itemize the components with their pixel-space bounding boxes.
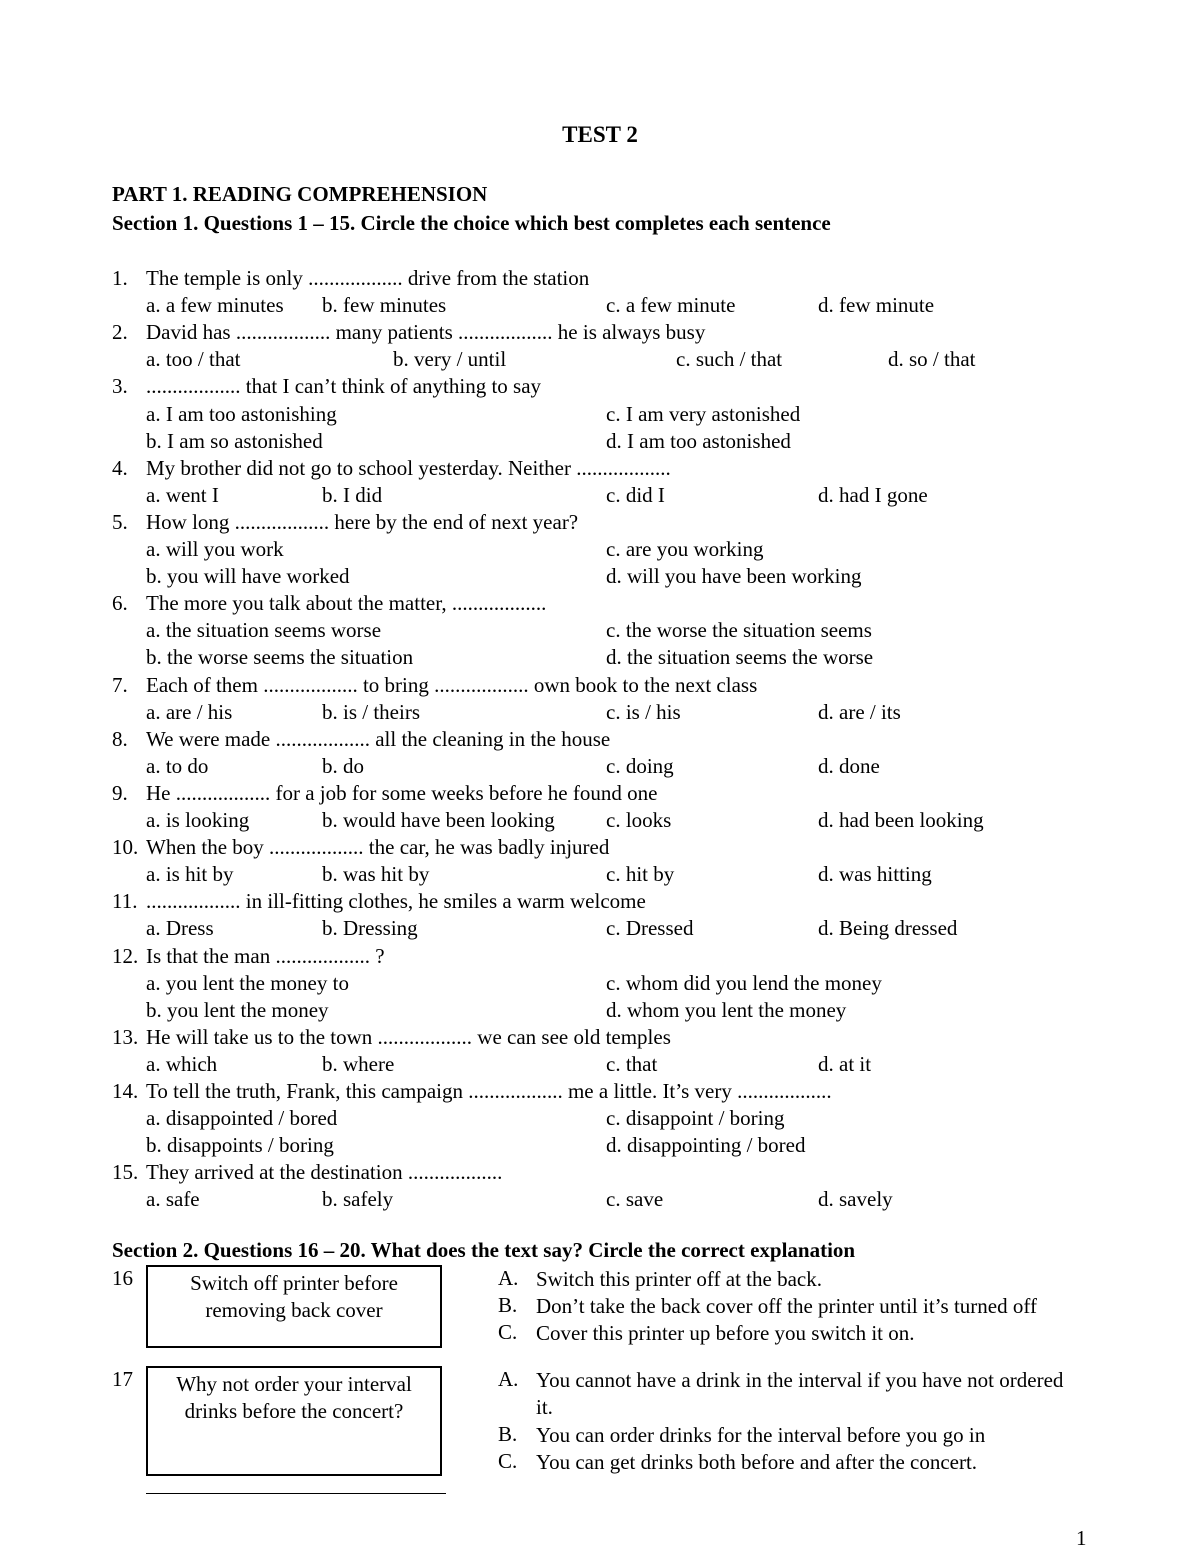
answer-option[interactable]: d. Being dressed (818, 916, 958, 941)
answer-option[interactable]: a. Dress (146, 916, 214, 941)
answer-option[interactable]: b. disappoints / boring (146, 1133, 334, 1158)
question-stem: When the boy .................. the car, he was badly injured (146, 835, 610, 860)
answer-option[interactable]: c. looks (606, 808, 672, 832)
answer-option[interactable]: d. few minute (818, 293, 935, 318)
item-number: 16 (112, 1266, 133, 1290)
answer-option[interactable]: b. is / theirs (322, 699, 420, 724)
choice-text: You can order drinks for the interval before you go in (536, 1423, 986, 1447)
answer-option[interactable]: b. the worse seems the situation (146, 645, 414, 670)
answer-option[interactable]: b. where (322, 1051, 395, 1076)
answer-option[interactable]: a. is looking (146, 808, 250, 832)
sign-text-line: removing back cover (205, 1298, 383, 1322)
answer-option[interactable]: c. did I (606, 482, 665, 507)
choice-letter[interactable]: C. (498, 1449, 518, 1473)
answer-option[interactable]: c. disappoint / boring (606, 1106, 785, 1131)
answer-option[interactable]: a. a few minutes (146, 293, 284, 318)
answer-option[interactable]: d. done (818, 753, 880, 778)
answer-option[interactable]: d. disappointing / bored (606, 1133, 806, 1158)
answer-option[interactable]: c. Dressed (606, 916, 694, 941)
question-number: 3. (112, 374, 128, 399)
choice-text: Cover this printer up before you switch it on. (536, 1321, 915, 1345)
section2-heading: Section 2. Questions 16 – 20. What does the text say? Circle the correct explanation (112, 1238, 856, 1262)
item-number: 17 (112, 1367, 133, 1391)
choice-text: You can get drinks both before and after the concert. (536, 1450, 978, 1474)
answer-option[interactable]: c. the worse the situation seems (606, 618, 872, 643)
answer-option[interactable]: d. will you have been working (606, 564, 862, 589)
answer-option[interactable]: d. savely (818, 1187, 893, 1212)
question-stem: The more you talk about the matter, .................. (146, 591, 547, 616)
answer-option[interactable]: c. I am very astonished (606, 401, 801, 426)
question-stem: .................. in ill-fitting clothes, he smiles a warm welcome (146, 889, 646, 914)
question-number: 14. (112, 1079, 139, 1103)
answer-option[interactable]: a. I am too astonishing (146, 401, 337, 426)
answer-option[interactable]: b. you will have worked (146, 564, 350, 589)
answer-option[interactable]: a. to do (146, 753, 209, 778)
question-stem: David has .................. many patients .................. he is always busy (146, 320, 706, 345)
answer-option[interactable]: c. are you working (606, 537, 764, 561)
answer-option[interactable]: a. too / that (146, 347, 241, 372)
answer-option[interactable]: d. so / that (888, 347, 976, 372)
question-number: 5. (112, 509, 128, 534)
question-stem: To tell the truth, Frank, this campaign .................. me a little. It’s very .................. (146, 1079, 832, 1103)
page-number: 1 (1076, 1526, 1087, 1550)
answer-option[interactable]: d. are / its (818, 699, 901, 724)
answer-option[interactable]: b. few minutes (322, 293, 447, 318)
answer-option[interactable]: b. would have been looking (322, 808, 555, 832)
answer-option[interactable]: d. I am too astonished (606, 428, 791, 453)
question-stem: Each of them .................. to bring .................. own book to the next class (146, 672, 758, 697)
answer-option[interactable]: d. whom you lent the money (606, 997, 847, 1022)
answer-option[interactable]: c. hit by (606, 862, 675, 887)
answer-option[interactable]: d. at it (818, 1051, 872, 1076)
choice-letter[interactable]: B. (498, 1422, 518, 1446)
answer-option[interactable]: b. do (322, 753, 364, 778)
answer-option[interactable]: b. safely (322, 1187, 394, 1212)
choice-letter[interactable]: A. (498, 1367, 519, 1391)
sign-box (146, 1366, 442, 1476)
section1-heading: Section 1. Questions 1 – 15. Circle the choice which best completes each sentence (112, 211, 831, 235)
choice-text: You cannot have a drink in the interval if you have not ordered it. (536, 1368, 1064, 1419)
answer-option[interactable]: b. you lent the money (146, 997, 329, 1022)
answer-option[interactable]: c. doing (606, 753, 674, 778)
question-number: 9. (112, 780, 128, 805)
answer-option[interactable]: c. a few minute (606, 293, 736, 318)
answer-option[interactable]: b. very / until (393, 347, 507, 372)
question-stem: The temple is only .................. drive from the station (146, 266, 590, 290)
question-number: 12. (112, 943, 139, 968)
answer-option[interactable]: a. will you work (146, 537, 284, 561)
question-number: 8. (112, 726, 128, 751)
question-number: 2. (112, 320, 128, 345)
answer-option[interactable]: a. safe (146, 1187, 200, 1212)
answer-option[interactable]: d. had been looking (818, 808, 984, 832)
question-stem: .................. that I can’t think of anything to say (146, 374, 542, 399)
choice-text: Switch this printer off at the back. (536, 1267, 822, 1291)
answer-option[interactable]: c. save (606, 1187, 664, 1212)
question-stem: He .................. for a job for some weeks before he found one (146, 780, 658, 805)
answer-option[interactable]: b. I did (322, 482, 383, 507)
sign-text-line: Switch off printer before (190, 1271, 398, 1295)
answer-option[interactable]: a. went I (146, 482, 219, 507)
answer-option[interactable]: c. such / that (676, 347, 783, 372)
question-number: 7. (112, 672, 128, 697)
choice-letter[interactable]: C. (498, 1320, 518, 1344)
answer-option[interactable]: c. whom did you lend the money (606, 970, 882, 995)
answer-option[interactable]: a. the situation seems worse (146, 618, 382, 643)
part-heading: PART 1. READING COMPREHENSION (112, 182, 488, 206)
question-number: 11. (112, 889, 138, 914)
answer-option[interactable]: a. disappointed / bored (146, 1106, 338, 1131)
question-stem: He will take us to the town .................. we can see old temples (146, 1024, 671, 1049)
answer-option[interactable]: a. is hit by (146, 862, 234, 887)
question-number: 10. (112, 835, 139, 860)
answer-option[interactable]: d. the situation seems the worse (606, 645, 874, 670)
answer-option[interactable]: a. you lent the money to (146, 970, 349, 995)
answer-option[interactable]: a. which (146, 1051, 218, 1076)
choice-text: Don’t take the back cover off the printer until it’s turned off (536, 1294, 1037, 1318)
sign-text-line: drinks before the concert? (184, 1399, 404, 1423)
question-stem: My brother did not go to school yesterday. Neither .................. (146, 455, 671, 480)
answer-option[interactable]: a. are / his (146, 699, 233, 724)
test-title: TEST 2 (562, 122, 638, 147)
question-number: 13. (112, 1024, 139, 1049)
answer-option[interactable]: c. that (606, 1051, 658, 1076)
question-stem: We were made .................. all the cleaning in the house (146, 726, 611, 751)
answer-option[interactable]: b. Dressing (322, 916, 418, 941)
sign-box (146, 1265, 442, 1348)
answer-option[interactable]: d. was hitting (818, 862, 932, 887)
answer-option[interactable]: d. had I gone (818, 482, 928, 507)
question-stem: Is that the man .................. ? (146, 943, 385, 968)
choice-letter[interactable]: A. (498, 1266, 519, 1290)
choice-letter[interactable]: B. (498, 1293, 518, 1317)
question-number: 1. (112, 266, 128, 290)
answer-option[interactable]: c. is / his (606, 699, 681, 724)
question-stem: How long .................. here by the end of next year? (146, 509, 579, 534)
sign-text-line: Why not order your interval (176, 1372, 412, 1396)
footnote-divider (146, 1493, 446, 1494)
question-stem: They arrived at the destination .................. (146, 1160, 503, 1185)
question-number: 4. (112, 455, 128, 480)
question-number: 15. (112, 1160, 139, 1185)
question-number: 6. (112, 591, 128, 616)
answer-option[interactable]: b. I am so astonished (146, 428, 323, 453)
answer-option[interactable]: b. was hit by (322, 862, 430, 887)
